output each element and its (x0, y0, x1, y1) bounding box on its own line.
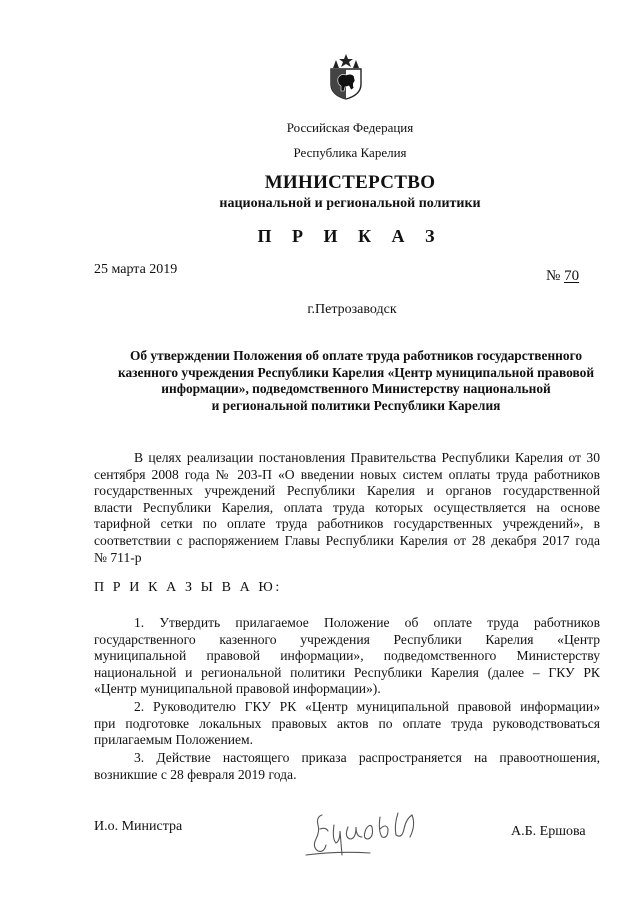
preamble-line: № 711-р (94, 549, 142, 565)
item-line: возникшие с 28 февраля 2019 года. (94, 766, 297, 782)
item-line: «Центр муниципальной правовой информации»). (94, 681, 381, 697)
order-item-3 (94, 750, 600, 783)
ministry-heading: МИНИСТЕРСТВО (264, 172, 436, 193)
preamble-line: соответствии с распоряжением Главы Республики Карелия от 28 декабря 2017 года (94, 532, 600, 548)
title-line: и региональной политики Республики Карелия (211, 397, 501, 413)
country-name: Российская Федерация (286, 120, 414, 135)
item-line: прилагаемым Положением. (94, 732, 254, 748)
document-number (546, 268, 579, 285)
handwritten-signature (298, 795, 438, 865)
title-line: казенного учреждения Республики Карелия «Центр муниципальной правовой (117, 364, 595, 380)
item-line: при подготовке локальных правовых актов по оплате труда руководствоваться (94, 715, 600, 731)
document-city: г.Петрозаводск (307, 302, 397, 317)
item-line: 3. Действие настоящего приказа распространяется на правоотношения, (134, 750, 600, 765)
item-line: 1. Утвердить прилагаемое Положение об оплате труда работников (134, 615, 600, 630)
item-line: национальной и региональной политики Республики Карелия (далее – ГКУ РК (94, 664, 600, 680)
ministry-subheading: национальной и региональной политики (219, 196, 481, 211)
item-line: государственного казенного учреждения Республики Карелия «Центр (94, 631, 600, 647)
title-line: Об утверждении Положения об оплате труда работников государственного (129, 348, 583, 363)
preamble-line: тарифной сетки по оплате труда работников государственных учреждений», в (94, 516, 600, 532)
document-title (106, 348, 606, 414)
title-line: информации», подведомственного Министерству национальной (161, 381, 551, 397)
order-item-1 (94, 615, 600, 698)
order-item-2 (94, 699, 600, 749)
document-date: 25 марта 2019 (94, 262, 178, 277)
preamble-line: В целях реализации постановления Правительства Республики Карелия от 30 (134, 450, 600, 465)
preamble-line: сентября 2008 года № 203-П «О введении новых систем оплаты труда работников (94, 466, 600, 482)
preamble-line: власти Республики Карелия, оплата труда которых осуществляется на основе (94, 499, 600, 515)
karelia-coat-of-arms-icon (327, 54, 365, 100)
republic-name: Республика Карелия (293, 145, 407, 160)
preamble-paragraph (94, 450, 600, 566)
number-value: 70 (564, 268, 580, 284)
document-type: П Р И К А З (257, 226, 443, 246)
preamble-line: государственных учреждений Республики Карелия и органов государственной (94, 483, 600, 499)
signatory-role: И.о. Министра (94, 819, 183, 834)
signatory-name: А.Б. Ершова (511, 824, 586, 839)
item-line: муниципальной правовой информации», подведомственного Министерству (94, 648, 600, 664)
item-line: 2. Руководителю ГКУ РК «Центр муниципальной правовой информации» (134, 699, 600, 714)
order-verb: П Р И К А З Ы В А Ю: (94, 580, 282, 595)
number-prefix: № (546, 268, 561, 284)
